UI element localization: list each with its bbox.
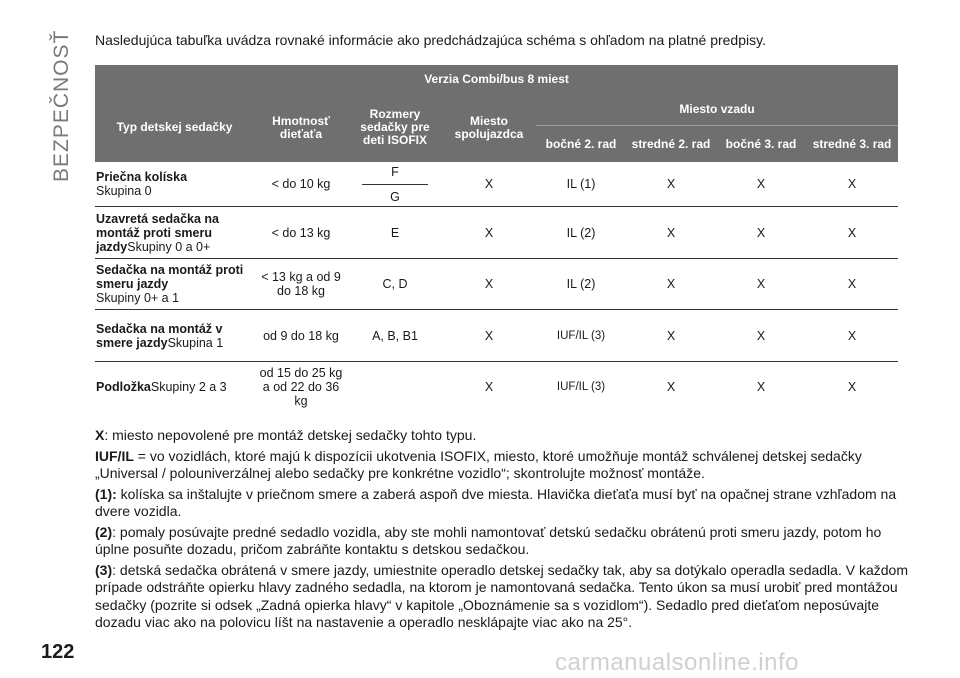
table-title-text: Verzia Combi/bus 8 miest — [424, 71, 569, 86]
seat-type-cell — [95, 310, 254, 362]
seat-type-group: Skupina 1 — [167, 335, 224, 350]
rear-cell: X — [716, 310, 806, 362]
passenger-cell: X — [442, 310, 536, 362]
footnote — [95, 486, 910, 521]
seat-type-group: Skupina 0 — [96, 184, 152, 198]
section-label: BEZPEČNOSŤ — [50, 29, 73, 182]
rear-cell: X — [806, 259, 898, 310]
seat-type-group: Skupiny 0 a 0+ — [127, 239, 211, 254]
weight-cell: < 13 kg a od 9 do 18 kg — [254, 259, 348, 310]
size-cell: E — [348, 207, 442, 259]
rear-cell: X — [716, 207, 806, 259]
footnote — [95, 562, 910, 632]
table-title-row — [95, 65, 898, 93]
rear-cell: X — [806, 310, 898, 362]
rear-cell: X — [716, 162, 806, 207]
rear-cell: X — [756, 380, 766, 394]
rear-cell: X — [626, 207, 716, 259]
seat-type-name: Uzavretá sedačka na montáž proti smeru jazdy — [96, 211, 219, 254]
seat-type-name: Podložka — [96, 380, 151, 394]
rear-cell: X — [806, 162, 898, 207]
footnote — [95, 448, 910, 483]
footnote-key: (1): — [95, 485, 117, 502]
footnote — [95, 524, 910, 559]
size-cell — [348, 362, 442, 413]
weight-cell: od 15 do 25 kg a od 22 do 36 kg — [259, 366, 343, 408]
size-divider — [362, 184, 428, 185]
rear-cell: X — [806, 207, 898, 259]
rear-cell: IL (2) — [536, 207, 626, 259]
header-rear: Miesto vzadu — [536, 93, 898, 126]
header-rear-col: stredné 2. rad — [626, 126, 716, 163]
rear-cell: X — [626, 259, 716, 310]
table-row — [95, 310, 898, 362]
header-weight: Hmotnosť dieťaťa — [254, 93, 348, 162]
rear-cell: X — [847, 380, 857, 394]
watermark: carmanualsonline.info — [555, 649, 799, 676]
table-row — [95, 259, 898, 310]
footnote — [95, 427, 910, 445]
rear-cell: X — [666, 380, 676, 394]
header-rear-col: stredné 3. rad — [806, 126, 898, 163]
seat-type-group: Skupiny 0+ a 1 — [96, 291, 180, 305]
rear-cell: IUF/IL (3) — [536, 310, 626, 362]
table-row — [95, 207, 898, 259]
table-header-row — [95, 93, 898, 126]
footnote-key: (3) — [95, 561, 113, 578]
size-cell: C, D — [348, 259, 442, 310]
header-rear-col: bočné 2. rad — [536, 126, 626, 163]
header-passenger: Miesto spolujazdca — [442, 93, 536, 162]
footnotes — [95, 427, 910, 635]
seat-type-group: Skupiny 2 a 3 — [150, 380, 227, 394]
footnote-key: (2) — [95, 523, 113, 540]
passenger-cell: X — [442, 207, 536, 259]
intro-text: Nasledujúca tabuľka uvádza rovnaké informácie ako predchádzajúca schéma s ohľadom na platné predpisy. — [95, 32, 766, 48]
seat-type-name: Sedačka na montáž proti smeru jazdy — [96, 263, 244, 291]
footnote-text: kolíska sa inštalujte v priečnom smere a zaberá aspoň dve miesta. Hlavička dieťaťa musí byť na opačnej strane vzhľadom na dvere vozidla. — [95, 485, 897, 519]
weight-cell: < do 13 kg — [254, 207, 348, 259]
footnote-text: = vo vozidlách, ktoré majú k dispozícii ukotvenia ISOFIX, miesto, ktoré umožňuje montáž schválenej detskej sedačky „Universal / polouniverzálnej alebo sedačky pre konkrétne vozidlo“; skontrolujte možnosť montáže. — [95, 447, 862, 481]
rear-cell: X — [716, 259, 806, 310]
table-row — [95, 362, 898, 413]
footnote-text: : pomaly posúvajte predné sedadlo vozidla, aby ste mohli namontovať detskú sedačku obrátenú proti smeru jazdy, potom ho úplne posuňte dozadu, pričom zabráňte kontaktu s detskou sedačkou. — [95, 523, 882, 557]
seat-type-cell — [95, 162, 254, 207]
seat-type-cell — [95, 207, 254, 259]
header-type: Typ detskej sedačky — [95, 93, 254, 162]
size-cell — [348, 162, 442, 207]
rear-cell: X — [626, 310, 716, 362]
footnote-text: : detská sedačka obrátená v smere jazdy, umiestnite operadlo detskej sedačky tak, aby sa dotýkalo operadla sedadla. V každom prípade odstráňte opierku hlavy zadného sedadla, na ktorom je namontovaná sedačka. Tento úkon sa musí urobiť pred montážou sedačky (pozrite si odsek „Zadná opierka hlavy“ v kapitole „Oboznámenie sa s vozidlom“). Sedadlo pred dieťaťom neposúvajte dozadu viac ako na polovicu líšt na nastavenie a operadlo nesklápajte viac ako na 25°. — [95, 561, 908, 630]
seat-type-cell — [95, 259, 254, 310]
size-cell: A, B, B1 — [348, 310, 442, 362]
size-bottom: G — [390, 189, 400, 204]
table-row — [95, 162, 898, 207]
rear-cell: IUF/IL (3) — [556, 381, 606, 393]
table-title — [95, 65, 898, 93]
passenger-cell: X — [442, 162, 536, 207]
size-top: F — [391, 164, 399, 179]
weight-cell: < do 10 kg — [254, 162, 348, 207]
rear-cell: IL (1) — [536, 162, 626, 207]
child-seat-table — [95, 65, 898, 412]
passenger-cell: X — [484, 380, 494, 394]
footnote-key: X — [95, 427, 105, 443]
footnote-text: : miesto nepovolené pre montáž detskej sedačky tohto typu. — [104, 427, 477, 443]
header-rear-col: bočné 3. rad — [716, 126, 806, 163]
page-number: 122 — [41, 641, 75, 663]
passenger-cell: X — [442, 259, 536, 310]
seat-type-cell — [95, 362, 254, 413]
rear-cell: IL (2) — [536, 259, 626, 310]
seat-type-name: Priečna kolíska — [96, 170, 188, 184]
header-isofix: Rozmery sedačky pre deti ISOFIX — [348, 93, 442, 162]
rear-cell: X — [626, 162, 716, 207]
footnote-key: IUF/IL — [95, 447, 134, 464]
weight-cell: od 9 do 18 kg — [254, 310, 348, 362]
seat-type-name: Sedačka na montáž v smere jazdy — [96, 321, 223, 350]
